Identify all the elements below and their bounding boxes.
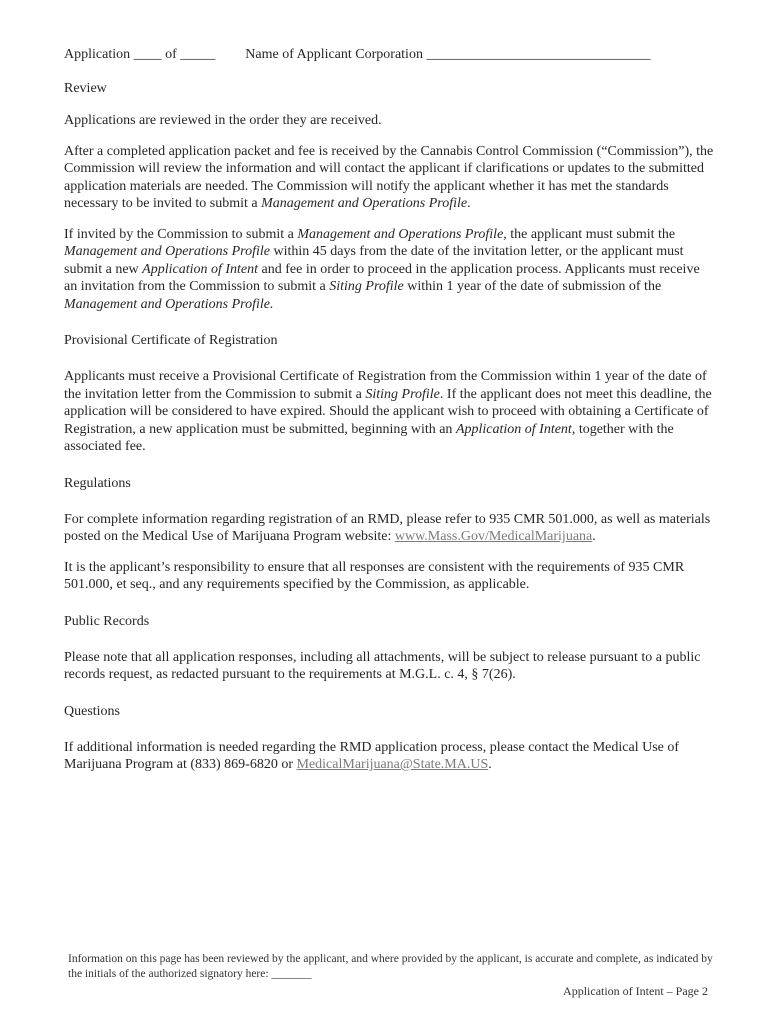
regulations-heading: Regulations (64, 475, 131, 491)
provisional-certificate-heading: Provisional Certificate of Registration (64, 333, 278, 348)
review-paragraph-1: Applications are reviewed in the order they are received. (64, 113, 382, 128)
document-page (64, 44, 714, 774)
application-number-label: Application ____ of _____ (64, 47, 216, 62)
program-email-link[interactable]: MedicalMarijuana@State.MA.US (296, 757, 489, 772)
review-paragraph-2: After a completed application packet and fee is received by the Cannabis Control Commission (“Commission”), the Commission will review the information and will contact the applicant if clarifications or updates to the submitted application materials are needed. The Commission will notify the applicant whether it has met the standards necessary to be invited to submit a Management and Operations Profile. (64, 143, 714, 211)
review-paragraph-3: If invited by the Commission to submit a Management and Operations Profile, the applicant must submit the Management and Operations Profile within 45 days from the date of the invitation letter, or the applicant must submit a new Application of Intent and fee in order to proceed in the application process. Applicants must receive an invitation from the Commission to submit a Siting Profile within 1 year of the date of submission of the Management and Operations Profile. (64, 226, 700, 312)
questions-heading: Questions (64, 703, 120, 719)
applicant-review-initials-note: Information on this page has been reviewed by the applicant, and where provided by the applicant, is accurate and complete, as indicated by the initials of the authorized signatory here: _______ (68, 953, 713, 980)
mass-gov-website-link[interactable]: www.Mass.Gov/MedicalMarijuana (394, 529, 593, 544)
questions-paragraph: If additional information is needed regarding the RMD application process, please contact the Medical Use of Marijuana Program at (833) 869-6820 or MedicalMarijuana@State.MA.US. (64, 739, 680, 772)
review-heading: Review (64, 81, 107, 96)
regulations-paragraph-2: It is the applicant’s responsibility to ensure that all responses are consistent with the requirements of 935 CMR 501.000, et seq., and any requirements specified by the Commission, as applicable. (64, 559, 685, 592)
regulations-paragraph-1: For complete information regarding registration of an RMD, please refer to 935 CMR 501.000, as well as materials posted on the Medical Use of Marijuana Program website: www.Mass.Gov/MedicalMarijuana. (64, 511, 711, 544)
application-header (64, 44, 714, 66)
applicant-corporation-label: Name of Applicant Corporation ________________________________ (245, 47, 651, 62)
public-records-paragraph: Please note that all application responses, including all attachments, will be subject to release pursuant to a public records request, as redacted pursuant to the requirements at M.G.L. c. 4, § 7(26). (64, 649, 701, 682)
page-number-label: Application of Intent – Page 2 (563, 984, 708, 998)
public-records-heading: Public Records (64, 613, 150, 629)
provisional-certificate-paragraph: Applicants must receive a Provisional Certificate of Registration from the Commission within 1 year of the date of the invitation letter from the Commission to submit a Siting Profile. If the applicant does not meet this deadline, the application will be considered to have expired. Should the applicant wish to proceed with obtaining a Certificate of Registration, a new application must be submitted, beginning with an Application of Intent, together with the associated fee. (64, 369, 712, 454)
